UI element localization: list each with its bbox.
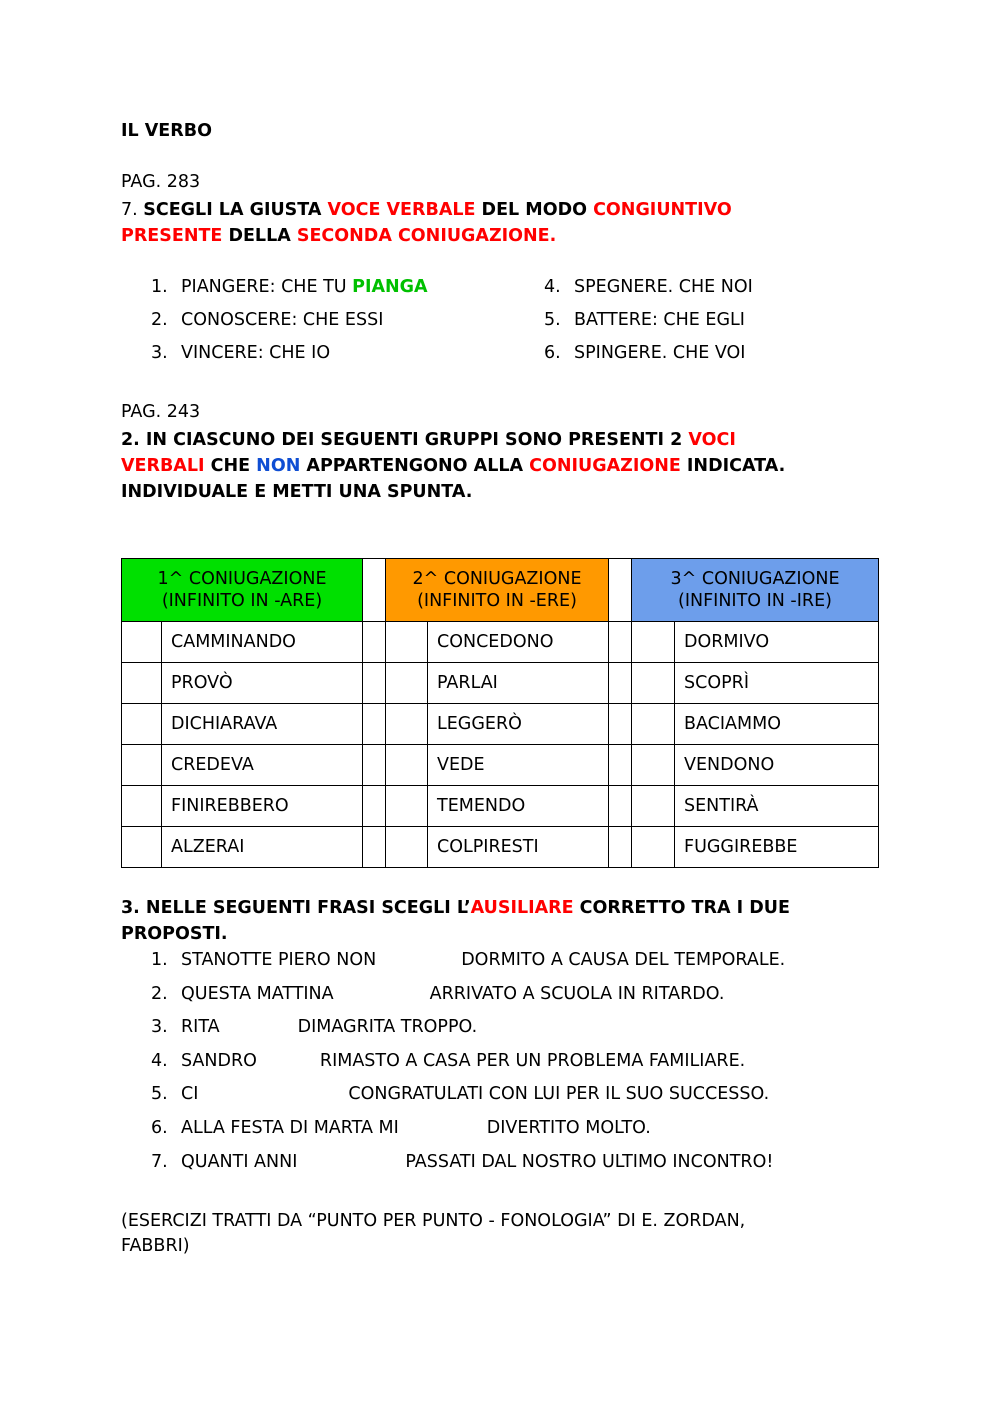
keyword-voce-verbale: VOCE VERBALE bbox=[327, 200, 476, 220]
conjugation-table bbox=[121, 558, 879, 868]
checkbox-cell[interactable] bbox=[386, 663, 428, 704]
verb-cell: DICHIARAVA bbox=[162, 704, 363, 745]
ex7-item-3[interactable]: 3. VINCERE: CHE IO bbox=[151, 343, 331, 363]
exercise-2-heading-line3: INDIVIDUALE E METTI UNA SPUNTA. bbox=[121, 482, 473, 502]
verb-cell: CAMMINANDO bbox=[162, 622, 363, 663]
verb-cell: FUGGIREBBE bbox=[675, 827, 879, 868]
source-note-line2: FABBRI) bbox=[121, 1236, 190, 1256]
checkbox-cell[interactable] bbox=[386, 704, 428, 745]
checkbox-cell[interactable] bbox=[122, 663, 162, 704]
table-header-row bbox=[122, 559, 879, 622]
checkbox-cell[interactable] bbox=[386, 827, 428, 868]
table-row bbox=[122, 745, 879, 786]
verb-cell: DORMIVO bbox=[675, 622, 879, 663]
ex3-item-2: 2. QUESTA MATTINA ARRIVATO A SCUOLA IN RITARDO. bbox=[151, 984, 725, 1004]
verb-cell: SENTIRÀ bbox=[675, 786, 879, 827]
verb-cell: VENDONO bbox=[675, 745, 879, 786]
ex7-item-4[interactable]: 4. SPEGNERE. CHE NOI bbox=[544, 277, 753, 297]
checkbox-cell[interactable] bbox=[386, 745, 428, 786]
verb-cell: VEDE bbox=[428, 745, 609, 786]
page-reference-243: PAG. 243 bbox=[121, 402, 201, 422]
header-2nd-conjugation: 2^ CONIUGAZIONE (INFINITO IN -ERE) bbox=[386, 559, 609, 622]
auxiliary-blank[interactable] bbox=[334, 983, 430, 1005]
verb-cell: LEGGERÒ bbox=[428, 704, 609, 745]
checkbox-cell[interactable] bbox=[632, 663, 675, 704]
exercise-3-heading-line1: 3. NELLE SEGUENTI FRASI SCEGLI L’AUSILIARE CORRETTO TRA I DUE bbox=[121, 898, 790, 918]
verb-cell: COLPIRESTI bbox=[428, 827, 609, 868]
auxiliary-blank[interactable] bbox=[399, 1117, 487, 1139]
checkbox-cell[interactable] bbox=[122, 622, 162, 663]
keyword-congiuntivo: CONGIUNTIVO bbox=[593, 200, 732, 220]
page-title: IL VERBO bbox=[121, 121, 212, 141]
keyword-ausiliare: AUSILIARE bbox=[470, 898, 574, 918]
ex7-item-2[interactable]: 2. CONOSCERE: CHE ESSI bbox=[151, 310, 384, 330]
exercise-2-heading-line1: 2. IN CIASCUNO DEI SEGUENTI GRUPPI SONO PRESENTI 2 VOCI bbox=[121, 430, 736, 450]
source-note-line1: (ESERCIZI TRATTI DA “PUNTO PER PUNTO - FONOLOGIA” DI E. ZORDAN, bbox=[121, 1211, 746, 1231]
checkbox-cell[interactable] bbox=[386, 786, 428, 827]
exercise-number: 7. bbox=[121, 200, 138, 220]
verb-cell: SCOPRÌ bbox=[675, 663, 879, 704]
auxiliary-blank[interactable] bbox=[376, 949, 461, 971]
spacer-cell bbox=[609, 786, 632, 827]
checkbox-cell[interactable] bbox=[122, 745, 162, 786]
header-1st-conjugation: 1^ CONIUGAZIONE (INFINITO IN -ARE) bbox=[122, 559, 363, 622]
verb-cell: ALZERAI bbox=[162, 827, 363, 868]
page-reference-283: PAG. 283 bbox=[121, 172, 201, 192]
keyword-presente: PRESENTE bbox=[121, 226, 223, 246]
answer-pianga: PIANGA bbox=[352, 277, 428, 297]
spacer-cell bbox=[609, 704, 632, 745]
ex7-item-6[interactable]: 6. SPINGERE. CHE VOI bbox=[544, 343, 746, 363]
spacer-cell bbox=[363, 559, 386, 622]
spacer-cell bbox=[363, 745, 386, 786]
checkbox-cell[interactable] bbox=[632, 745, 675, 786]
checkbox-cell[interactable] bbox=[632, 827, 675, 868]
exercise-3-heading-line2: PROPOSTI. bbox=[121, 924, 228, 944]
spacer-cell bbox=[363, 786, 386, 827]
spacer-cell bbox=[363, 827, 386, 868]
spacer-cell bbox=[609, 745, 632, 786]
ex3-item-1: 1. STANOTTE PIERO NON DORMITO A CAUSA DEL TEMPORALE. bbox=[151, 950, 786, 970]
spacer-cell bbox=[363, 704, 386, 745]
auxiliary-blank[interactable] bbox=[198, 1083, 348, 1105]
table-row bbox=[122, 827, 879, 868]
ex7-item-1: 1. PIANGERE: CHE TU PIANGA bbox=[151, 277, 428, 297]
table-row bbox=[122, 704, 879, 745]
verb-cell: PROVÒ bbox=[162, 663, 363, 704]
checkbox-cell[interactable] bbox=[632, 704, 675, 745]
exercise-7-heading-line2: PRESENTE DELLA SECONDA CONIUGAZIONE. bbox=[121, 226, 557, 246]
verb-cell: FINIREBBERO bbox=[162, 786, 363, 827]
auxiliary-blank[interactable] bbox=[297, 1151, 405, 1173]
spacer-cell bbox=[609, 827, 632, 868]
ex3-item-7: 7. QUANTI ANNI PASSATI DAL NOSTRO ULTIMO INCONTRO! bbox=[151, 1152, 774, 1172]
exercise-2-heading-line2: VERBALI CHE NON APPARTENGONO ALLA CONIUGAZIONE INDICATA. bbox=[121, 456, 786, 476]
verb-cell: TEMENDO bbox=[428, 786, 609, 827]
verb-cell: CREDEVA bbox=[162, 745, 363, 786]
keyword-voci: VOCI bbox=[688, 430, 736, 450]
checkbox-cell[interactable] bbox=[122, 786, 162, 827]
spacer-cell bbox=[363, 663, 386, 704]
spacer-cell bbox=[609, 559, 632, 622]
verb-cell: BACIAMMO bbox=[675, 704, 879, 745]
exercise-7-heading-line1: 7. SCEGLI LA GIUSTA VOCE VERBALE DEL MODO CONGIUNTIVO bbox=[121, 200, 732, 220]
verb-cell: PARLAI bbox=[428, 663, 609, 704]
header-3rd-conjugation: 3^ CONIUGAZIONE (INFINITO IN -IRE) bbox=[632, 559, 879, 622]
checkbox-cell[interactable] bbox=[632, 622, 675, 663]
checkbox-cell[interactable] bbox=[122, 827, 162, 868]
checkbox-cell[interactable] bbox=[122, 704, 162, 745]
spacer-cell bbox=[609, 622, 632, 663]
keyword-coniugazione: CONIUGAZIONE bbox=[529, 456, 681, 476]
ex7-item-5[interactable]: 5. BATTERE: CHE EGLI bbox=[544, 310, 745, 330]
table-row bbox=[122, 663, 879, 704]
checkbox-cell[interactable] bbox=[386, 622, 428, 663]
spacer-cell bbox=[363, 622, 386, 663]
table-row bbox=[122, 786, 879, 827]
keyword-verbali: VERBALI bbox=[121, 456, 205, 476]
auxiliary-blank[interactable] bbox=[257, 1050, 320, 1072]
ex3-item-6: 6. ALLA FESTA DI MARTA MI DIVERTITO MOLTO. bbox=[151, 1118, 651, 1138]
ex3-item-3: 3. RITA DIMAGRITA TROPPO. bbox=[151, 1017, 478, 1037]
checkbox-cell[interactable] bbox=[632, 786, 675, 827]
table-row bbox=[122, 622, 879, 663]
auxiliary-blank[interactable] bbox=[220, 1016, 298, 1038]
ex3-item-4: 4. SANDRO RIMASTO A CASA PER UN PROBLEMA FAMILIARE. bbox=[151, 1051, 746, 1071]
ex3-item-5: 5. CI CONGRATULATI CON LUI PER IL SUO SUCCESSO. bbox=[151, 1084, 770, 1104]
spacer-cell bbox=[609, 663, 632, 704]
keyword-non: NON bbox=[256, 456, 301, 476]
verb-cell: CONCEDONO bbox=[428, 622, 609, 663]
keyword-seconda-coniugazione: SECONDA CONIUGAZIONE. bbox=[296, 226, 557, 246]
